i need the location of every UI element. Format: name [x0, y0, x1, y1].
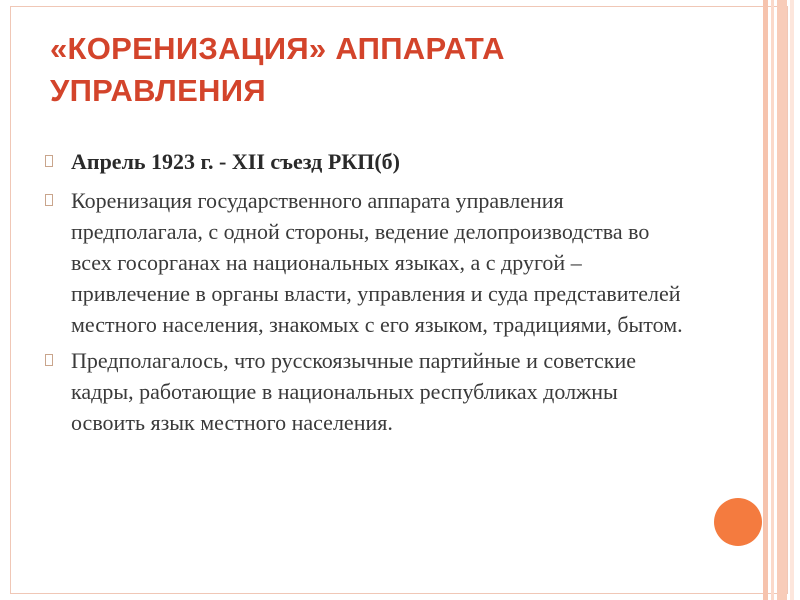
bullet-marker-icon: [45, 354, 53, 366]
bullet-text: Коренизация государственного аппарата управления предполагала, с одной стороны, ведение делопроизводства во всех госорганах на национальных языках, а с другой – привлечение в органы власти, управления и суда представителей местного населения, знакомых с его языком, традициями, бытом.: [71, 188, 683, 337]
decorative-stripe: [777, 0, 787, 600]
slide-title: «КОРЕНИЗАЦИЯ» АППАРАТА УПРАВЛЕНИЯ: [50, 31, 505, 108]
bullet-text: Апрель 1923 г. - XII съезд РКП(б): [71, 149, 400, 174]
decorative-stripe: [771, 0, 774, 600]
decorative-circle: [714, 498, 762, 546]
bullet-item-1: [45, 146, 695, 177]
decorative-stripe: [790, 0, 794, 600]
bullet-item-2: [45, 185, 695, 340]
bullet-list: [45, 146, 695, 443]
bullet-text: Предполагалось, что русскоязычные партийные и советские кадры, работающие в национальных республиках должны освоить язык местного населения.: [71, 348, 637, 435]
bullet-marker-icon: [45, 155, 53, 167]
bullet-item-3: [45, 345, 695, 438]
decorative-stripe: [763, 0, 768, 600]
bullet-marker-icon: [45, 194, 53, 206]
